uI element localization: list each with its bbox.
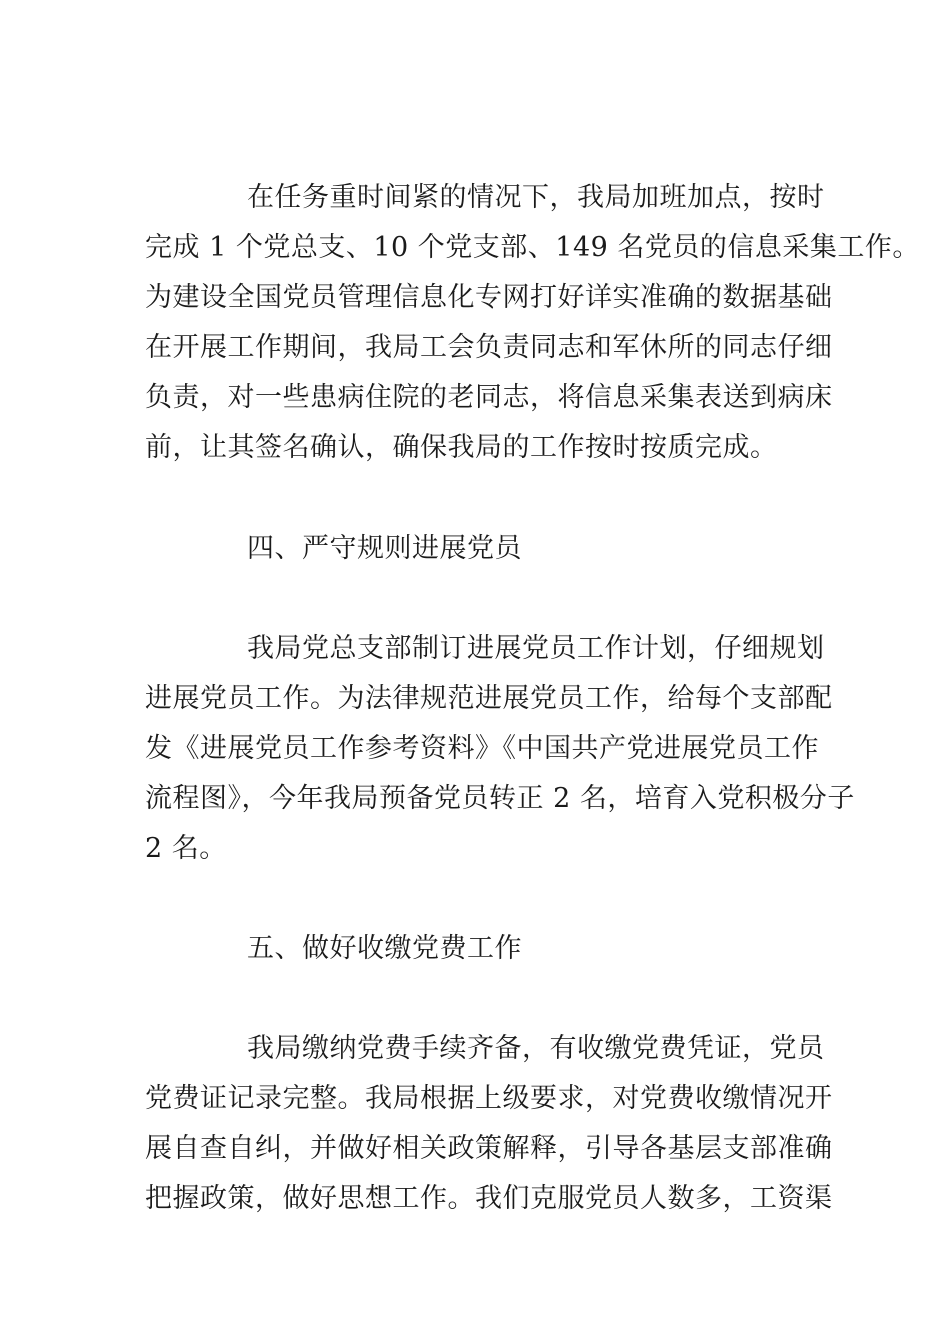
paragraph-line: 前，让其签名确认，确保我局的工作按时按质完成。 [145, 432, 778, 463]
paragraph-line: 为建设全国党员管理信息化专网打好详实准确的数据基础 [145, 282, 833, 313]
paragraph-line: 2 名。 [145, 833, 227, 864]
paragraph-line: 负责，对一些患病住院的老同志，将信息采集表送到病床 [145, 382, 833, 413]
paragraph-line: 党费证记录完整。我局根据上级要求，对党费收缴情况开 [145, 1083, 833, 1114]
paragraph-line: 发《进展党员工作参考资料》《中国共产党进展党员工作 [145, 733, 819, 764]
paragraph-line: 完成 1 个党总支、10 个党支部、149 名党员的信息采集工作。 [145, 232, 920, 263]
paragraph-line: 展自查自纠，并做好相关政策解释，引导各基层支部准确 [145, 1133, 833, 1164]
section-heading: 五、做好收缴党费工作 [247, 933, 522, 964]
paragraph-line: 我局党总支部制订进展党员工作计划，仔细规划 [247, 633, 825, 664]
section-heading: 四、严守规则进展党员 [247, 533, 522, 564]
paragraph-line: 在开展工作期间，我局工会负责同志和军休所的同志仔细 [145, 332, 833, 363]
paragraph-line: 进展党员工作。为法律规范进展党员工作，给每个支部配 [145, 683, 833, 714]
paragraph-line: 流程图》，今年我局预备党员转正 2 名，培育入党积极分子 [145, 783, 855, 814]
paragraph-line: 在任务重时间紧的情况下，我局加班加点，按时 [247, 182, 825, 213]
paragraph-line: 把握政策，做好思想工作。我们克服党员人数多，工资渠 [145, 1183, 833, 1214]
paragraph-line: 我局缴纳党费手续齐备，有收缴党费凭证，党员 [247, 1033, 825, 1064]
